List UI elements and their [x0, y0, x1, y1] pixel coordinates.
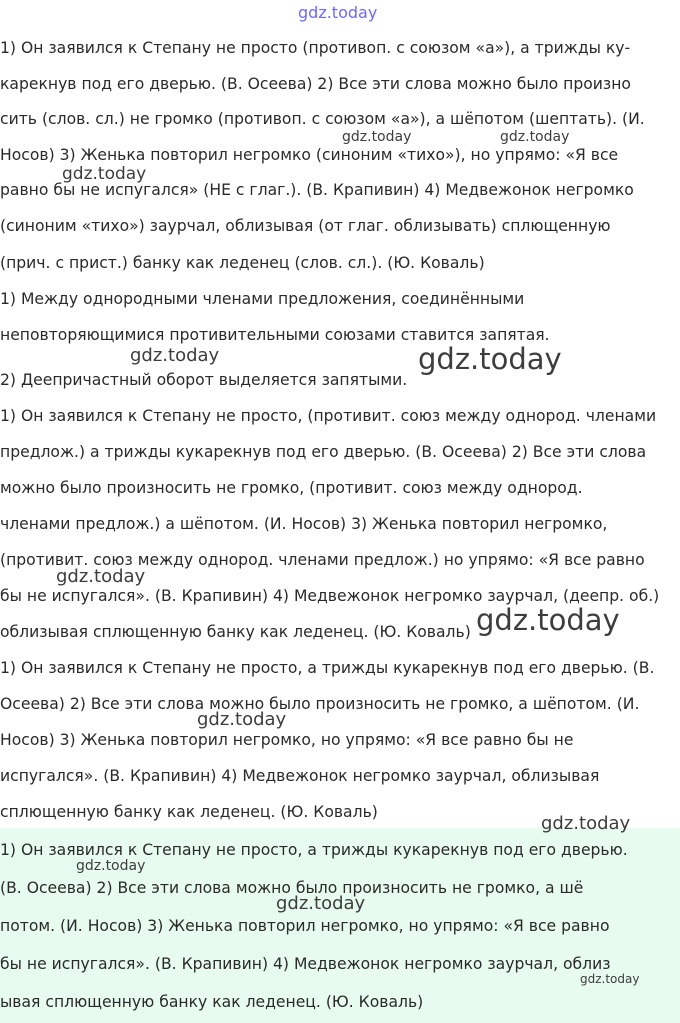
text-line: Осеева) 2) Все эти слова можно было произносить не громко, а шёпотом. (И.	[0, 695, 640, 713]
text-line: равно бы не испугался» (НЕ с глаг.). (В. Крапивин) 4) Медвежонок негромко	[0, 181, 634, 199]
watermark: gdz.today	[276, 893, 366, 914]
text-line: Носов) 3) Женька повторил негромко (синоним «тихо»), но упрямо: «Я все	[0, 146, 619, 164]
text-line: испугался». (В. Крапивин) 4) Медвежонок негромко заурчал, облизывая	[0, 767, 600, 785]
watermark: gdz.today	[56, 566, 146, 587]
text-line: ывая сплющенную банку как леденец. (Ю. Коваль)	[0, 993, 424, 1011]
watermark: gdz.today	[62, 164, 147, 184]
text-line: 1) Он заявился к Степану не просто (противоп. с союзом «а»), а трижды ку-	[0, 39, 631, 57]
text-line: членами предлож.) а шёпотом. (И. Носов) 3) Женька повторил негромко,	[0, 515, 608, 533]
watermark: gdz.today	[541, 813, 631, 834]
text-line: 1) Он заявился к Степану не просто, а трижды кукарекнув под его дверью. (В.	[0, 659, 655, 677]
text-line: потом. (И. Носов) 3) Женька повторил негромко, но упрямо: «Я все равно	[0, 917, 610, 935]
text-line: (В. Осеева) 2) Все эти слова можно было произносить не громко, а шё	[0, 879, 584, 897]
text-line: бы не испугался». (В. Крапивин) 4) Медвежонок негромко заурчал, облиз	[0, 955, 611, 973]
text-line: сить (слов. сл.) не громко (противоп. с союзом «а»), а шёпотом (шептать). (И.	[0, 110, 645, 128]
text-line: 2) Деепричастный оборот выделяется запятыми.	[0, 371, 408, 389]
text-line: бы не испугался». (В. Крапивин) 4) Медвежонок негромко заурчал, (деепр. об.)	[0, 587, 660, 605]
text-line: (противит. союз между однород. членами предлож.) но упрямо: «Я все равно	[0, 551, 645, 569]
watermark: gdz.today	[130, 345, 220, 366]
watermark: gdz.today	[500, 129, 570, 145]
text-line: (прич. с прист.) банку как леденец (слов. сл.). (Ю. Коваль)	[0, 254, 485, 272]
watermark: gdz.today	[298, 3, 378, 22]
watermark: gdz.today	[476, 603, 620, 637]
text-line: карекнув под его дверью. (В. Осеева) 2) Все эти слова можно было произно	[0, 75, 631, 93]
watermark: gdz.today	[76, 858, 146, 874]
text-line: облизывая сплющенную банку как леденец. (Ю. Коваль)	[0, 623, 471, 641]
watermark: gdz.today	[342, 129, 412, 145]
text-line: неповторяющимися противительными союзами ставится запятая.	[0, 326, 550, 344]
text-line: можно было произносить не громко, (противит. союз между однород.	[0, 479, 583, 497]
watermark: gdz.today	[580, 972, 640, 986]
text-line: (синоним «тихо») заурчал, облизывая (от глаг. облизывать) сплющенную	[0, 217, 611, 235]
text-line: 1) Он заявился к Степану не просто, а трижды кукарекнув под его дверью.	[0, 841, 628, 859]
watermark: gdz.today	[197, 709, 287, 730]
text-line: предлож.) а трижды кукарекнув под его дверью. (В. Осеева) 2) Все эти слова	[0, 443, 647, 461]
text-line: 1) Между однородными членами предложения, соединёнными	[0, 290, 525, 308]
text-line: 1) Он заявился к Степану не просто, (противит. союз между однород. членами	[0, 407, 657, 425]
text-line: Носов) 3) Женька повторил негромко, но упрямо: «Я все равно бы не	[0, 731, 574, 749]
watermark: gdz.today	[418, 342, 562, 376]
text-line: сплющенную банку как леденец. (Ю. Коваль)	[0, 803, 378, 821]
